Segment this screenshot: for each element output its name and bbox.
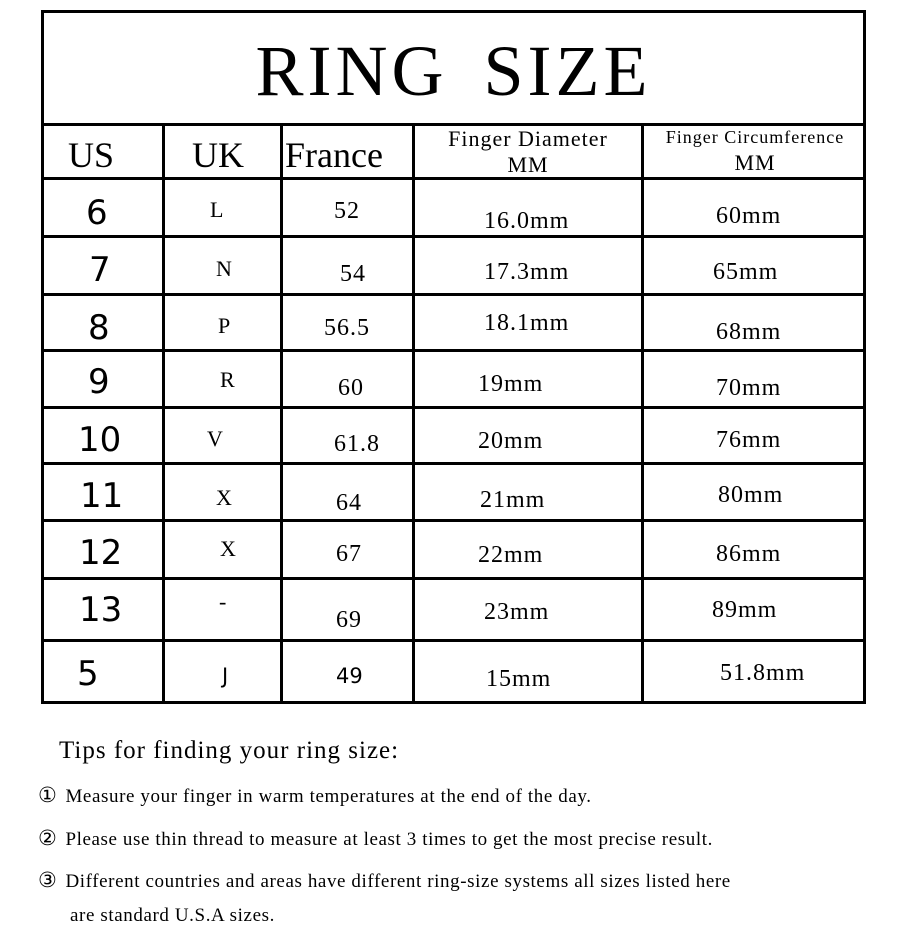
cell-circumference: 60mm [716,203,782,229]
row-divider [44,577,863,580]
tip-text-1: Measure your finger in warm temperatures at the end of the day. [65,786,592,807]
tip-text-2: Please use thin thread to measure at least 3 times to get the most precise result. [65,829,713,850]
cell-france: 69 [336,607,362,633]
cell-uk: P [218,313,231,338]
cell-circumference: 51.8mm [720,660,806,686]
cell-uk: X [216,485,232,510]
header-finger-diameter [415,128,641,176]
cell-france: 49 [336,664,363,688]
cell-uk: J [222,664,229,688]
row-divider [44,235,863,238]
header-france: France [285,135,383,175]
cell-diameter: 23mm [484,599,550,625]
ring-size-table [41,10,866,704]
header-finger-circumference [644,128,866,174]
column-divider [641,126,644,701]
column-divider [280,126,283,701]
cell-diameter: 19mm [478,371,544,397]
cell-diameter: 15mm [486,666,552,692]
row-divider [44,349,863,352]
header-finger-diameter-title: Finger Diameter [448,126,608,151]
cell-uk: - [219,589,227,614]
header-finger-diameter-unit: MM [507,152,549,177]
cell-diameter: 18.1mm [484,310,570,336]
column-divider [162,126,165,701]
cell-us: 10 [78,420,122,460]
cell-circumference: 76mm [716,427,782,453]
cell-france: 60 [338,375,364,401]
row-divider [44,519,863,522]
row-divider [44,406,863,409]
tip-number-1: ① [38,783,58,807]
tip-number-3: ③ [38,868,58,892]
cell-us: 5 [77,654,99,694]
cell-uk: N [216,256,232,281]
cell-us: 6 [86,193,108,233]
tip-item-2 [38,826,713,851]
cell-us: 8 [88,308,110,348]
cell-circumference: 70mm [716,375,782,401]
tip-item-3-continuation: are standard U.S.A sizes. [70,905,275,926]
cell-diameter: 16.0mm [484,208,570,234]
cell-france: 56.5 [324,315,370,341]
tip-item-3 [38,868,731,893]
row-divider [44,293,863,296]
tip-item-1 [38,783,592,808]
row-divider [44,639,863,642]
cell-uk: X [220,536,236,561]
title-bar [44,13,863,126]
row-divider [44,177,863,180]
header-uk: UK [192,135,244,175]
row-divider [44,462,863,465]
cell-us: 13 [79,590,123,630]
cell-us: 9 [88,362,110,402]
cell-us: 11 [80,476,124,516]
cell-us: 12 [79,533,123,573]
cell-diameter: 20mm [478,428,544,454]
tip-text-3: Different countries and areas have different ring-size systems all sizes listed here [65,871,731,892]
cell-circumference: 68mm [716,319,782,345]
tips-heading: Tips for finding your ring size: [59,737,400,764]
page-title: RING SIZE [255,31,652,111]
tip-number-2: ② [38,826,58,850]
cell-diameter: 17.3mm [484,259,570,285]
cell-diameter: 21mm [480,487,546,513]
cell-circumference: 80mm [718,482,784,508]
cell-us: 7 [89,250,111,290]
cell-uk: L [210,197,224,222]
cell-circumference: 89mm [712,597,778,623]
cell-diameter: 22mm [478,542,544,568]
cell-circumference: 65mm [713,259,779,285]
cell-france: 64 [336,490,362,516]
cell-uk: R [220,367,235,392]
cell-france: 52 [334,198,360,224]
cell-france: 61.8 [334,431,380,457]
cell-uk: V [207,426,223,451]
cell-france: 54 [340,261,366,287]
column-divider [412,126,415,701]
header-finger-circumference-title: Finger Circumference [665,127,845,147]
header-us: US [68,135,115,175]
cell-france: 67 [336,541,362,567]
cell-circumference: 86mm [716,541,782,567]
header-finger-circumference-unit: MM [734,150,776,175]
